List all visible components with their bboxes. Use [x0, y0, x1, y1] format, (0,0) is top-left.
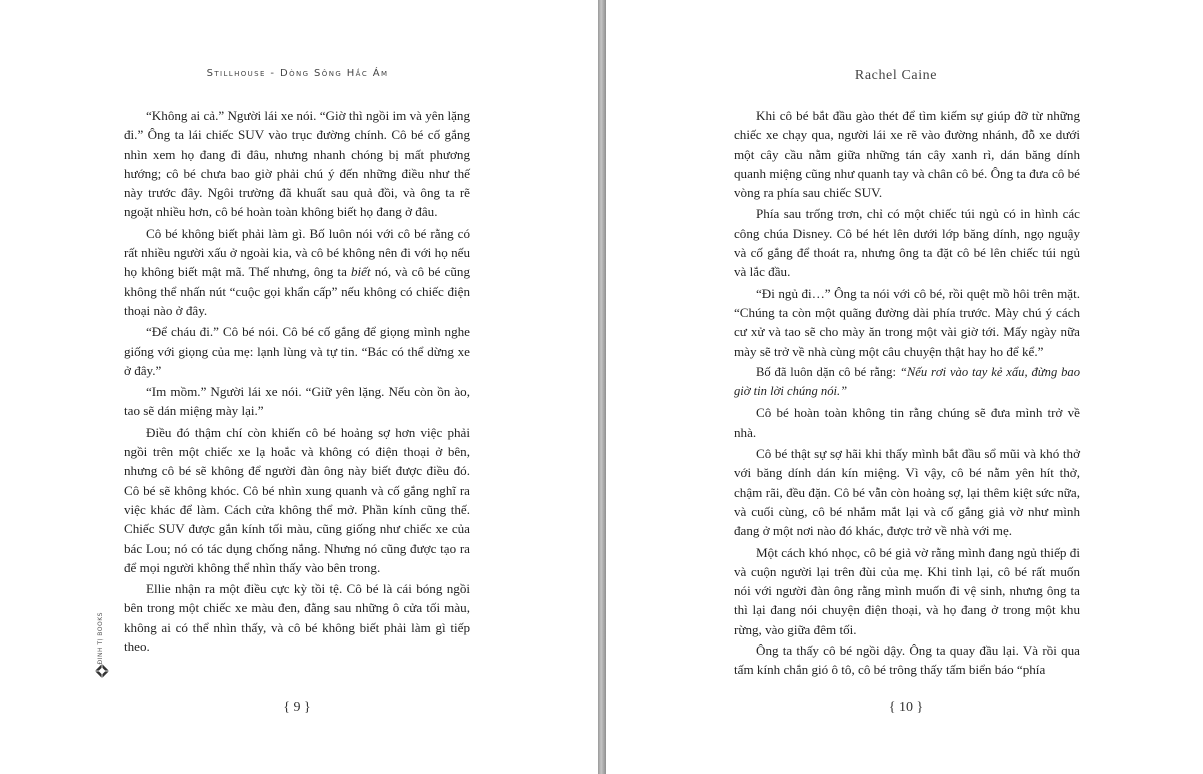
page-number-right: { 10 } — [888, 700, 924, 715]
right-page — [606, 0, 1203, 774]
book-spine-divider — [598, 0, 606, 774]
paragraph: “Đi ngủ đi…” Ông ta nói với cô bé, rồi quệt mồ hôi trên mặt. “Chúng ta còn một quãng đường dài phía trước. Mày chú ý cách cư xử và tao sẽ cho mày ăn trong một vài giờ tới. Mấy ngày nữa mày sẽ trở về nhà cùng một câu chuyện thật hay ho để kể.” — [734, 285, 1080, 359]
italic-word: biết — [350, 264, 371, 280]
right-page-body — [734, 106, 1080, 682]
paragraph: Phía sau trống trơn, chỉ có một chiếc túi ngủ có in hình các công chúa Disney. Cô bé hét lên dưới lớp băng dính, ngọ nguậy và cố gắng để thoát ra, nhưng ông ta đặt cô bé lên chiếc túi ngủ và lắc đầu. — [734, 206, 1080, 280]
paragraph: Ông ta thấy cô bé ngồi dậy. Ông ta quay đầu lại. Và rồi qua tấm kính chắn gió ô tô, cô bé trông thấy tấm biển báo “phía — [734, 643, 1080, 678]
paragraph: “Không ai cả.” Người lái xe nói. “Giờ thì ngồi im và yên lặng đi.” Ông ta lái chiếc SUV vào trục đường chính. Cô bé cố gắng nhìn xem họ đang đi đâu, nhưng nhanh chóng bị mất phương hướng; cô bé chưa bao giờ phải chú ý đến những điều như thế này trước đây. Ngôi trường đã khuất sau quả đồi, và ông ta rẽ ngoặt nhiều hơn, cô bé hoàn toàn không biết họ đang ở đâu. — [124, 108, 470, 220]
paragraph: “Để cháu đi.” Cô bé nói. Cô bé cố gắng để giọng mình nghe giống với giọng của mẹ: lạnh lùng và tự tin. “Bác có thể dừng xe ở đây.” — [124, 324, 470, 378]
paragraph: Cô bé thật sự sợ hãi khi thấy mình bắt đầu sổ mũi và khó thở với băng dính dán kín miệng. Vì vậy, cô bé nằm yên hít thở, chậm rãi, đều đặn. Cô bé vẫn còn hoảng sợ, lại thêm kiệt sức nữa, và cuối cùng, cô bé nhắm mắt lại và cố gắng giả vờ như mình đang ở một nơi nào đó khác, được trở về nhà với mẹ. — [734, 446, 1080, 539]
paragraph: Một cách khó nhọc, cô bé giả vờ rằng mình đang ngủ thiếp đi và cuộn người lại trên đùi của mẹ. Khi tỉnh lại, cô bé rất muốn nói với người đàn ông rằng mình muốn đi vệ sinh, nhưng ông ta thì lại đang nói chuyện điện thoại, và họ đang ở trong một khu rừng, vào giữa đêm tối. — [734, 544, 1080, 637]
left-page-body — [124, 106, 470, 658]
publisher-logo — [93, 612, 111, 682]
paragraph: Cô bé không biết phải làm gì. Bố luôn nói với cô bé rằng có rất nhiều người xấu ở ngoài kia, và cô bé không nên đi với họ nếu họ không biết mật mã. Thế nhưng, ông ta biết nó, và cô bé cũng không thể nhấn nút “cuộc gọi khẩn cấp” nếu không có chiếc điện thoại nào ở đây. — [124, 225, 470, 318]
running-header-left: Stillhouse - Dòng Sông Hắc Ám — [206, 68, 389, 79]
paragraph: Điều đó thậm chí còn khiến cô bé hoảng sợ hơn việc phải ngồi trên một chiếc xe lạ hoắc và không có điện thoại ở bên, nhưng cô bé sẽ không để người đàn ông này biết được điều đó. Cô bé sẽ không khóc. Cô bé nhìn xung quanh và cố gắng nghĩ ra việc khác để làm. Cách cửa không thể mở. Phần kính cũng thế. Chiếc SUV được gắn kính tối màu, cũng giống như chiếc xe của bác Lou; nó có tác dụng chống nắng. Nhưng nó cũng được tạo ra để mọi người không thể nhìn thấy vào bên trong. — [124, 424, 470, 575]
paragraph: “Im mồm.” Người lái xe nói. “Giữ yên lặng. Nếu còn ồn ào, tao sẽ dán miệng mày lại.” — [124, 384, 470, 419]
quote-italic: “Nếu rơi vào tay kẻ xấu, đừng bao giờ tin lời chúng nói.” — [734, 364, 1080, 399]
quote-lead: Bố đã luôn dặn cô bé rằng: — [756, 364, 900, 379]
quote-paragraph — [734, 363, 1080, 402]
paragraph: Cô bé hoàn toàn không tin rằng chúng sẽ đưa mình trở về nhà. — [734, 405, 1080, 440]
left-page — [0, 0, 598, 774]
paragraph: Khi cô bé bắt đầu gào thét để tìm kiếm sự giúp đỡ từ những chiếc xe chạy qua, người lái xe rẽ vào đường nhánh, đỗ xe dưới một cây cầu nằm giữa những tán cây xanh rì, dán băng dính quanh miệng cũng như quanh tay và chân cô bé. Ông ta đưa cô bé vòng ra phía sau chiếc SUV. — [734, 108, 1080, 201]
publisher-mark-text: ĐINH TỊ BOOKS — [97, 612, 104, 665]
publisher-diamond-icon — [94, 663, 110, 679]
running-header-right: Rachel Caine — [854, 68, 938, 83]
page-number-left: { 9 } — [283, 700, 311, 715]
paragraph: Ellie nhận ra một điều cực kỳ tồi tệ. Cô bé là cái bóng ngồi bên trong một chiếc xe màu đen, đằng sau những ô cửa tối màu, không ai có thể nhìn thấy, và cô bé không biết phải làm gì tiếp theo. — [124, 581, 470, 655]
